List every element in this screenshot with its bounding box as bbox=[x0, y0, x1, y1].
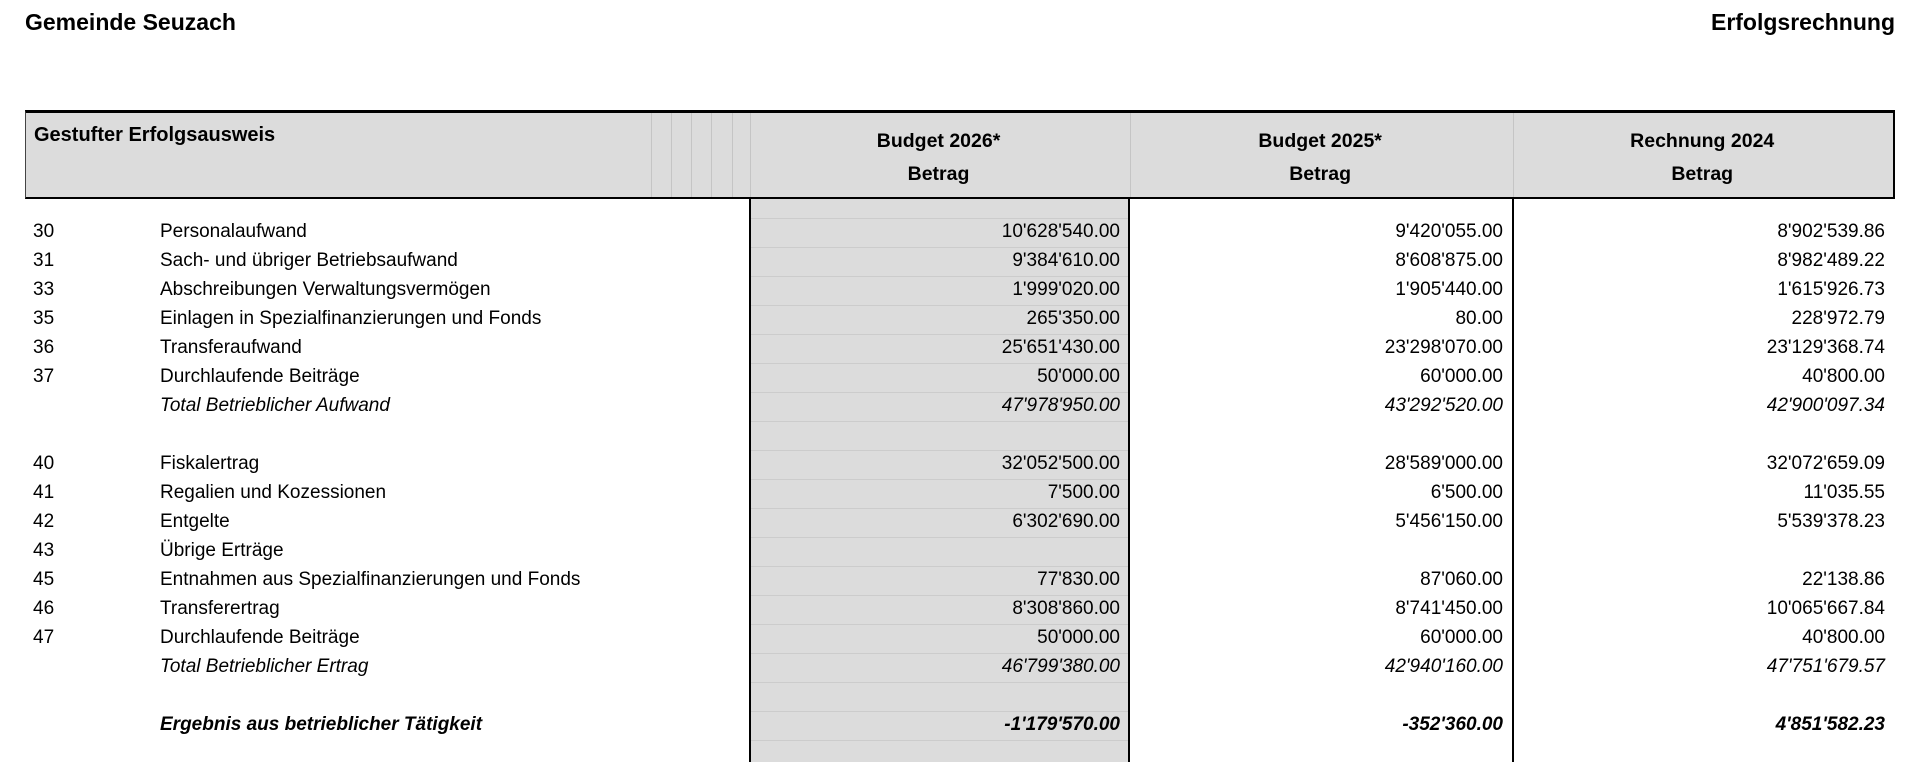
amount-budget-2025: 5'456'150.00 bbox=[1395, 511, 1503, 532]
amount-budget-2026: 6'302'690.00 bbox=[1012, 511, 1120, 532]
account-code: 30 bbox=[33, 221, 55, 242]
amount-budget-2025: 80.00 bbox=[1455, 308, 1503, 329]
amount-budget-2026: 46'799'380.00 bbox=[1001, 656, 1120, 677]
amount-rechnung-2024 bbox=[1513, 536, 1895, 565]
account-label: Transferertrag bbox=[160, 598, 280, 619]
account-label: Total Betrieblicher Aufwand bbox=[160, 395, 390, 416]
table-row bbox=[25, 536, 1895, 565]
account-label: Fiskalertrag bbox=[160, 453, 260, 474]
account-label: Einlagen in Spezialfinanzierungen und Fonds bbox=[160, 308, 542, 329]
column-header-rechnung-2024: Rechnung 2024 bbox=[1630, 130, 1775, 152]
header-spacer bbox=[26, 159, 748, 197]
account-code: 47 bbox=[33, 627, 55, 648]
amount-rechnung-2024: 5'539'378.23 bbox=[1777, 511, 1885, 532]
table-row bbox=[25, 710, 1895, 739]
amount-rechnung-2024: 42'900'097.34 bbox=[1766, 395, 1885, 416]
account-code bbox=[25, 652, 160, 681]
account-label: Durchlaufende Beiträge bbox=[160, 366, 360, 387]
table-title: Gestufter Erfolgsausweis bbox=[34, 124, 276, 146]
page-header bbox=[25, 8, 1895, 36]
amount-rechnung-2024: 40'800.00 bbox=[1802, 627, 1885, 648]
account-code: 40 bbox=[33, 453, 55, 474]
amount-budget-2026: 50'000.00 bbox=[1037, 366, 1120, 387]
account-code: 37 bbox=[33, 366, 55, 387]
account-label: Total Betrieblicher Ertrag bbox=[160, 656, 369, 677]
amount-subheader-budget-2025: Betrag bbox=[1289, 163, 1351, 185]
account-label: Personalaufwand bbox=[160, 221, 307, 242]
amount-budget-2025: 8'608'875.00 bbox=[1395, 250, 1503, 271]
table-row bbox=[25, 623, 1895, 652]
amount-rechnung-2024: 40'800.00 bbox=[1802, 366, 1885, 387]
amount-budget-2025: 23'298'070.00 bbox=[1384, 337, 1503, 358]
report-title: Erfolgsrechnung bbox=[1710, 9, 1895, 35]
company-name: Gemeinde Seuzach bbox=[25, 9, 236, 35]
amount-budget-2026: 1'999'020.00 bbox=[1012, 279, 1120, 300]
amount-rechnung-2024: 47'751'679.57 bbox=[1766, 656, 1885, 677]
table-header bbox=[25, 110, 1895, 199]
table-row bbox=[25, 304, 1895, 333]
account-code: 35 bbox=[33, 308, 55, 329]
amount-budget-2026: 50'000.00 bbox=[1037, 627, 1120, 648]
amount-rechnung-2024: 228'972.79 bbox=[1791, 308, 1885, 329]
table-row bbox=[25, 246, 1895, 275]
account-code: 36 bbox=[33, 337, 55, 358]
account-code: 31 bbox=[33, 250, 55, 271]
amount-budget-2025: 1'905'440.00 bbox=[1395, 279, 1503, 300]
account-label: Transferaufwand bbox=[160, 337, 302, 358]
amount-budget-2026: 10'628'540.00 bbox=[1001, 221, 1120, 242]
amount-budget-2026 bbox=[749, 536, 1130, 565]
account-label: Sach- und übriger Betriebsaufwand bbox=[160, 250, 458, 271]
amount-subheader-budget-2026: Betrag bbox=[907, 163, 970, 185]
amount-rechnung-2024: 8'902'539.86 bbox=[1777, 221, 1885, 242]
amount-budget-2025: 60'000.00 bbox=[1420, 627, 1503, 648]
amount-rechnung-2024: 1'615'926.73 bbox=[1777, 279, 1885, 300]
amount-budget-2026: 265'350.00 bbox=[1026, 308, 1120, 329]
account-label: Entgelte bbox=[160, 511, 230, 532]
amount-budget-2026: 25'651'430.00 bbox=[1001, 337, 1120, 358]
table-row bbox=[25, 594, 1895, 623]
account-code: 46 bbox=[33, 598, 55, 619]
amount-rechnung-2024: 32'072'659.09 bbox=[1766, 453, 1885, 474]
amount-budget-2025: 87'060.00 bbox=[1420, 569, 1503, 590]
account-label: Ergebnis aus betrieblicher Tätigkeit bbox=[160, 714, 483, 735]
table-body bbox=[25, 199, 1895, 762]
column-header-budget-2026: Budget 2026* bbox=[876, 130, 1001, 152]
amount-budget-2026: 47'978'950.00 bbox=[1001, 395, 1120, 416]
amount-budget-2025: -352'360.00 bbox=[1402, 714, 1503, 735]
amount-subheader-rechnung-2024: Betrag bbox=[1671, 163, 1734, 185]
account-code bbox=[25, 391, 160, 420]
account-label: Durchlaufende Beiträge bbox=[160, 627, 360, 648]
account-code: 42 bbox=[33, 511, 55, 532]
amount-budget-2026: 77'830.00 bbox=[1037, 569, 1120, 590]
table-row bbox=[25, 652, 1895, 681]
amount-budget-2026: -1'179'570.00 bbox=[1004, 714, 1120, 735]
amount-budget-2026: 9'384'610.00 bbox=[1012, 250, 1120, 271]
amount-budget-2025: 43'292'520.00 bbox=[1384, 395, 1503, 416]
table-row bbox=[25, 333, 1895, 362]
account-code bbox=[25, 710, 160, 739]
table-row bbox=[25, 478, 1895, 507]
account-code: 33 bbox=[33, 279, 55, 300]
amount-budget-2025: 8'741'450.00 bbox=[1395, 598, 1503, 619]
account-label: Regalien und Kozessionen bbox=[160, 482, 387, 503]
amount-budget-2026: 8'308'860.00 bbox=[1012, 598, 1120, 619]
amount-rechnung-2024: 23'129'368.74 bbox=[1766, 337, 1885, 358]
table-row bbox=[25, 565, 1895, 594]
account-code: 41 bbox=[33, 482, 55, 503]
amount-budget-2025: 6'500.00 bbox=[1430, 482, 1503, 503]
amount-rechnung-2024: 10'065'667.84 bbox=[1766, 598, 1885, 619]
amount-budget-2026: 32'052'500.00 bbox=[1001, 453, 1120, 474]
account-label: Abschreibungen Verwaltungsvermögen bbox=[160, 279, 491, 300]
amount-budget-2025: 9'420'055.00 bbox=[1395, 221, 1503, 242]
erfolgsausweis-table bbox=[25, 110, 1895, 762]
amount-budget-2025: 28'589'000.00 bbox=[1384, 453, 1503, 474]
amount-budget-2025 bbox=[1130, 536, 1513, 565]
account-code: 43 bbox=[33, 540, 55, 561]
amount-rechnung-2024: 8'982'489.22 bbox=[1777, 250, 1885, 271]
table-row bbox=[25, 507, 1895, 536]
amount-rechnung-2024: 22'138.86 bbox=[1802, 569, 1885, 590]
account-label: Entnahmen aus Spezialfinanzierungen und Fonds bbox=[160, 569, 581, 590]
table-row bbox=[25, 449, 1895, 478]
amount-rechnung-2024: 4'851'582.23 bbox=[1775, 714, 1885, 735]
account-label: Übrige Erträge bbox=[160, 540, 284, 561]
amount-budget-2025: 60'000.00 bbox=[1420, 366, 1503, 387]
amount-budget-2025: 42'940'160.00 bbox=[1384, 656, 1503, 677]
table-row bbox=[25, 362, 1895, 391]
table-row bbox=[25, 217, 1895, 246]
amount-rechnung-2024: 11'035.55 bbox=[1803, 482, 1885, 503]
column-header-budget-2025: Budget 2025* bbox=[1258, 130, 1382, 152]
account-code: 45 bbox=[33, 569, 55, 590]
amount-budget-2026: 7'500.00 bbox=[1047, 482, 1120, 503]
table-row bbox=[25, 275, 1895, 304]
table-row bbox=[25, 391, 1895, 420]
